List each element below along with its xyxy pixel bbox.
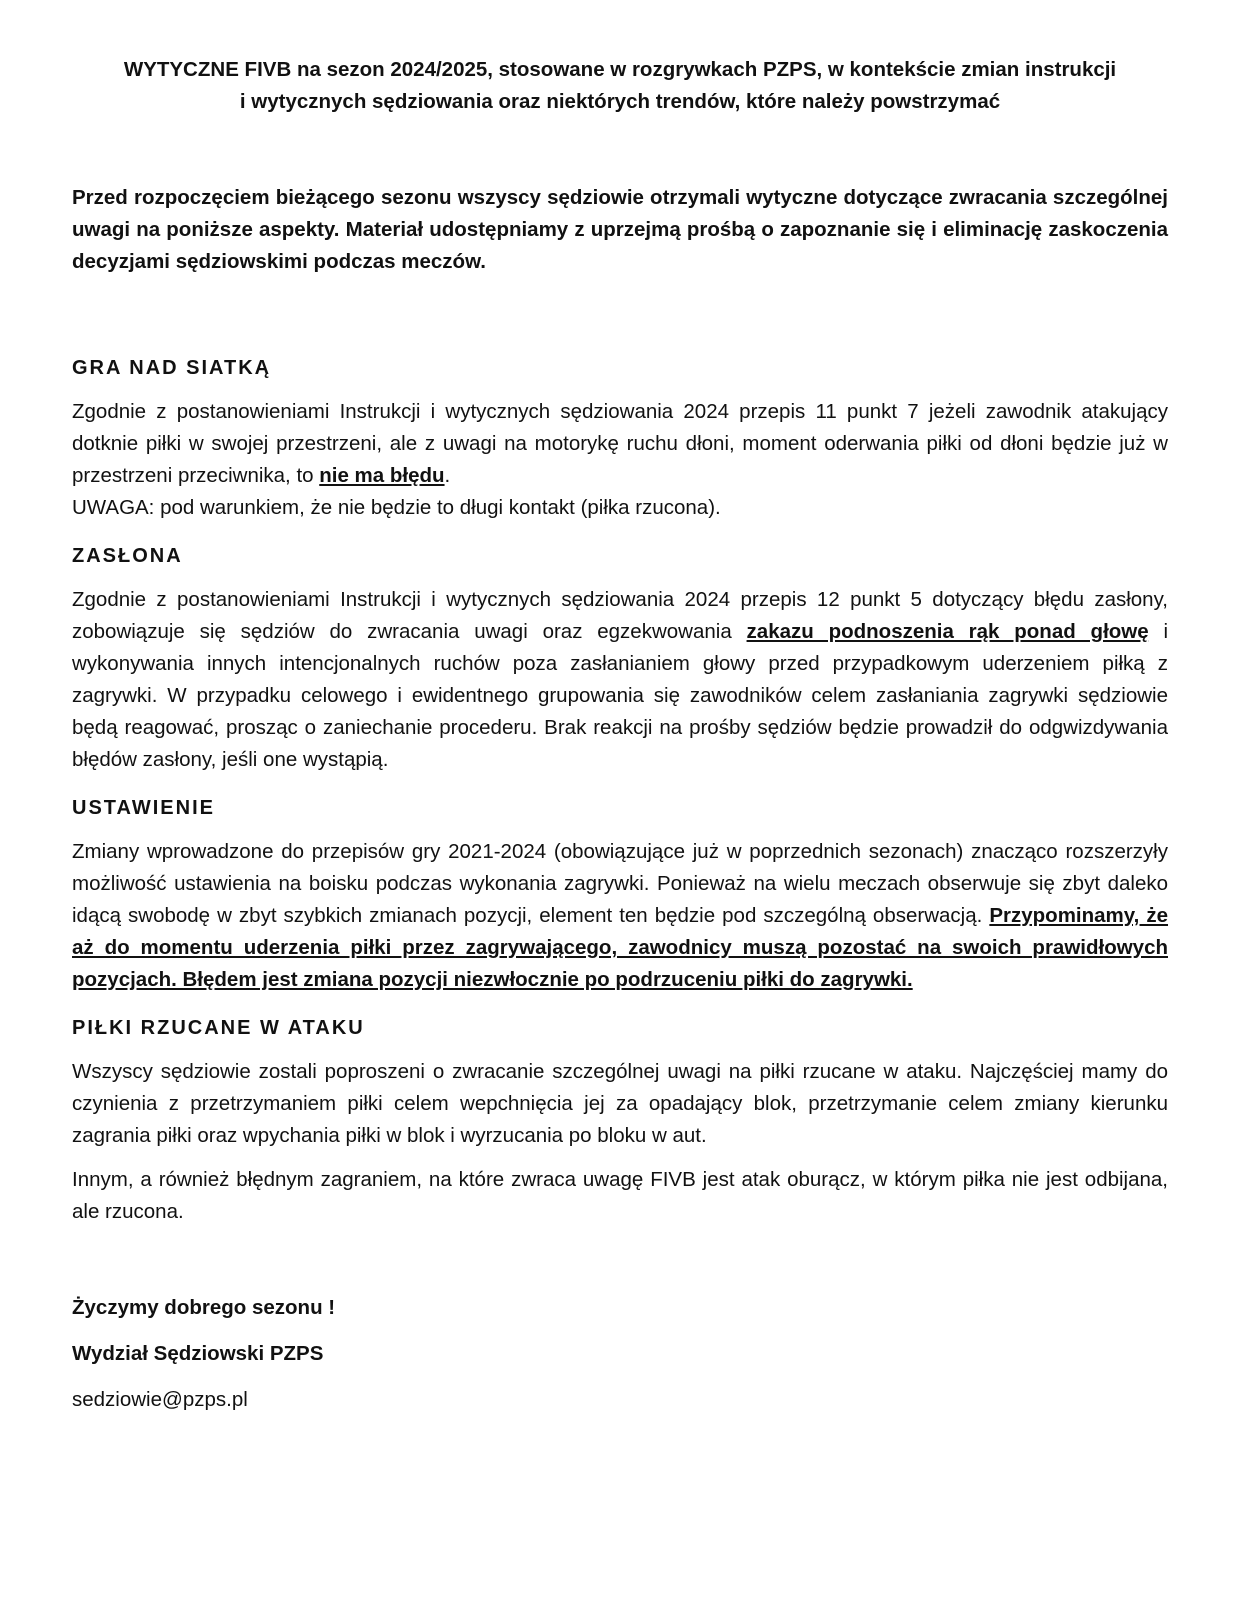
net-play-emphasis: nie ma błędu <box>319 464 445 487</box>
positions-text: Zmiany wprowadzone do przepisów gry 2021-2024 (obowiązujące już w poprzednich sezonach) znacząco rozszerzyły możliwość ustawienia na boisku podczas wykonania zagrywki. Ponieważ na wielu meczach obserwuje się zbyt daleko idącą swobodę w zbyt szybkich zmianach pozycji, element ten będzie pod szczególną obserwacją. <box>72 840 1168 927</box>
section-heading-screen: ZASŁONA <box>72 545 183 567</box>
title-line-2: i wytycznych sędziowania oraz niektórych trendów, które należy powstrzymać <box>239 90 1001 113</box>
thrown-balls-paragraph-2: Innym, a również błędnym zagraniem, na które zwraca uwagę FIVB jest atak oburącz, w którym piłka nie jest odbijana, ale rzucona. <box>72 1168 1168 1223</box>
closing-wish: Życzymy dobrego sezonu ! <box>72 1296 336 1319</box>
page-title <box>72 54 1168 118</box>
title-line-1: WYTYCZNE FIVB na sezon 2024/2025, stosowane w rozgrywkach PZPS, w kontekście zmian instrukcji <box>123 58 1117 81</box>
section-heading-thrown-balls: PIŁKI RZUCANE W ATAKU <box>72 1017 365 1039</box>
signature: Wydział Sędziowski PZPS <box>72 1342 324 1365</box>
document-page <box>72 54 1168 1416</box>
net-play-note: UWAGA: pod warunkiem, że nie będzie to długi kontakt (piłka rzucona). <box>72 496 721 519</box>
screen-text: Zgodnie z postanowieniami Instrukcji i wytycznych sędziowania 2024 przepis 12 punkt 5 dotyczący błędu zasłony, zobowiązuje się sędziów do zwracania uwagi oraz egzekwowania <box>72 588 1168 643</box>
intro-paragraph: Przed rozpoczęciem bieżącego sezonu wszyscy sędziowie otrzymali wytyczne dotyczące zwracania szczególnej uwagi na poniższe aspekty. Materiał udostępniamy z uprzejmą prośbą o zapoznanie się i eliminację zaskoczenia decyzjami sędziowskimi podczas meczów. <box>72 186 1168 273</box>
screen-paragraph <box>72 584 1168 776</box>
screen-emphasis: zakazu podnoszenia rąk ponad głowę <box>746 620 1149 643</box>
net-play-text-end: . <box>444 464 451 487</box>
positions-emphasis: Przypominamy, że aż do momentu uderzenia piłki przez zagrywającego, zawodnicy muszą pozostać na swoich prawidłowych pozycjach. Błędem jest zmiana pozycji niezwłocznie po podrzuceniu piłki do zagrywki. <box>72 904 1169 991</box>
net-play-text: Zgodnie z postanowieniami Instrukcji i wytycznych sędziowania 2024 przepis 11 punkt 7 jeżeli zawodnik atakujący dotknie piłki w swojej przestrzeni, ale z uwagi na motorykę ruchu dłoni, moment oderwania piłki od dłoni będzie już w przestrzeni przeciwnika, to <box>72 400 1168 487</box>
section-heading-net-play: GRA NAD SIATKĄ <box>72 357 272 379</box>
positions-paragraph <box>72 836 1168 996</box>
contact-email: sedziowie@pzps.pl <box>72 1388 248 1411</box>
screen-text-end: i wykonywania innych intencjonalnych ruchów poza zasłanianiem głowy przed przypadkowym uderzeniem piłką z zagrywki. W przypadku celowego i ewidentnego grupowania się zawodników celem zasłaniania zagrywki sędziowie będą reagować, prosząc o zaniechanie procederu. Brak reakcji na prośby sędziów będzie prowadził do odgwizdywania błędów zasłony, jeśli one wystąpią. <box>72 620 1168 771</box>
thrown-balls-paragraph-1: Wszyscy sędziowie zostali poproszeni o zwracanie szczególnej uwagi na piłki rzucane w ataku. Najczęściej mamy do czynienia z przetrzymaniem piłki celem wepchnięcia jej za opadający blok, przetrzymanie celem zmiany kierunku zagrania piłki oraz wpychania piłki w blok i wyrzucania po bloku w aut. <box>72 1060 1168 1147</box>
section-heading-positions: USTAWIENIE <box>72 797 215 819</box>
net-play-paragraph <box>72 396 1168 492</box>
